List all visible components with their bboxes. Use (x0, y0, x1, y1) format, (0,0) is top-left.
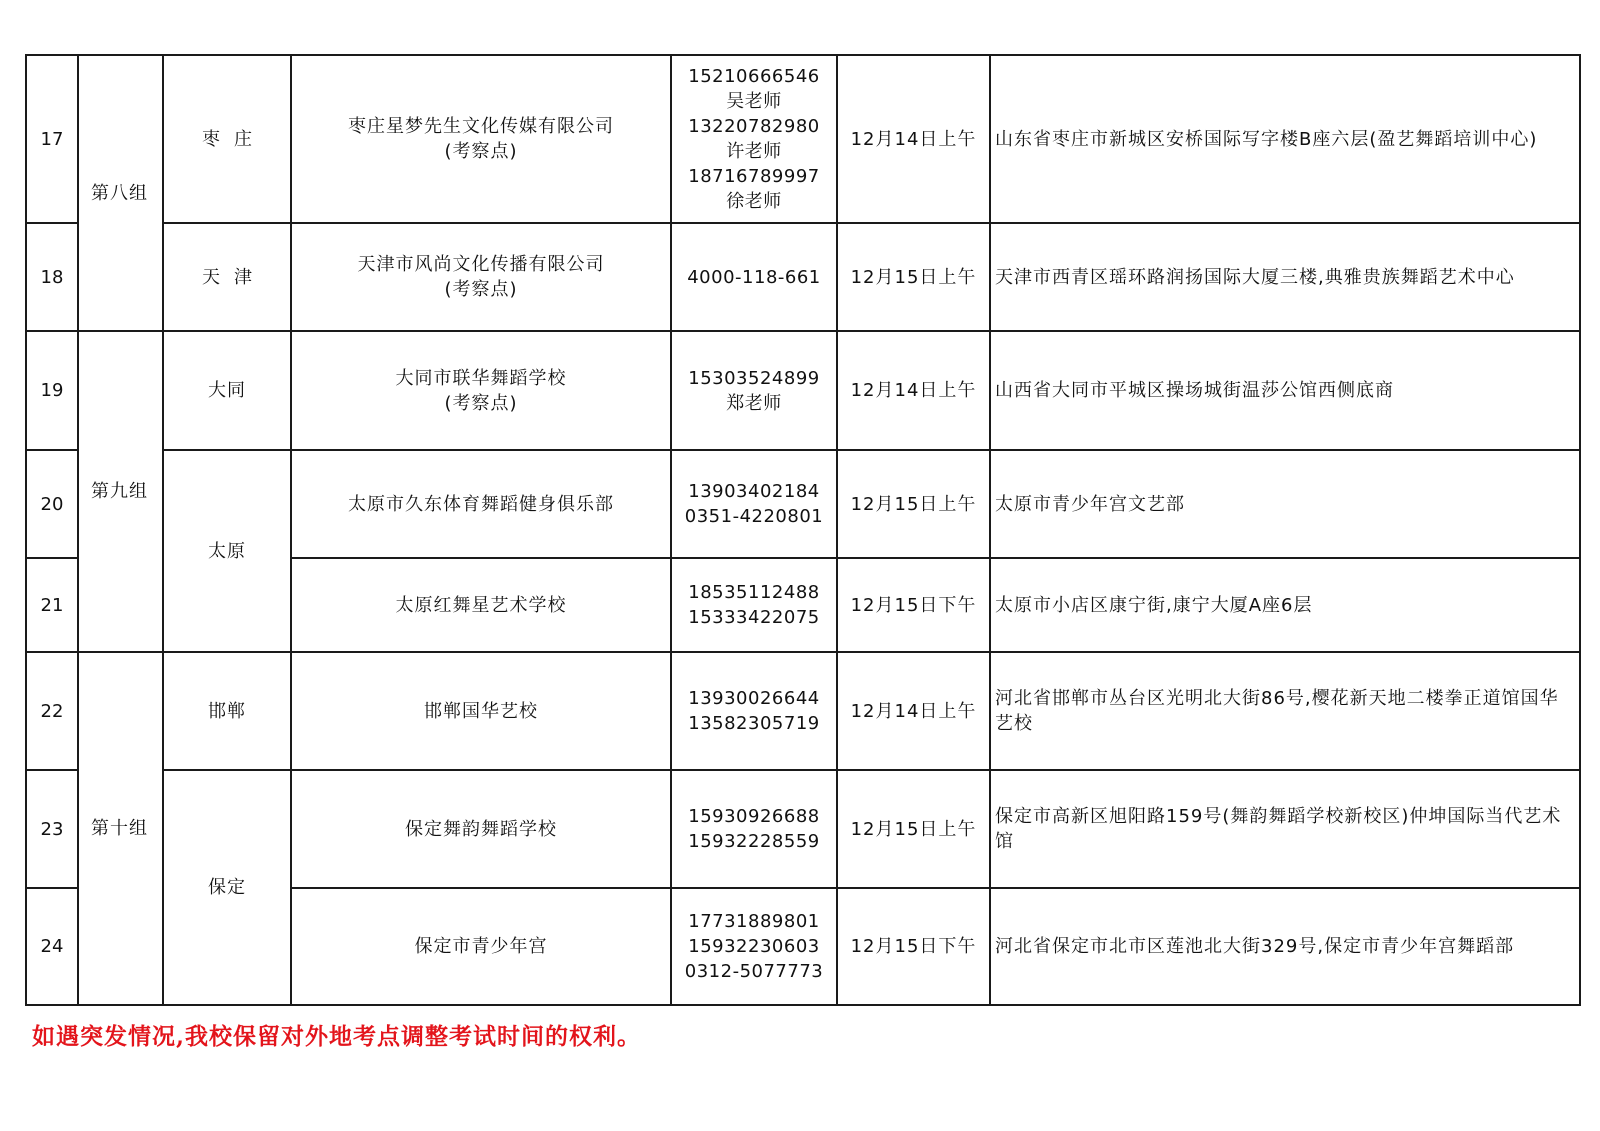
row-index: 23 (26, 770, 78, 888)
row-index: 19 (26, 331, 78, 450)
contact-line: 4000-118-661 (687, 266, 821, 288)
venue-note: (考察点) (444, 279, 518, 300)
contact-line: 0312-5077773 (684, 961, 824, 982)
city-label: 保定 (163, 770, 291, 1005)
venue-cell (291, 652, 671, 770)
address: 山西省大同市平城区操场城街温莎公馆西侧底商 (990, 331, 1580, 450)
exam-time: 12月14日上午 (837, 55, 990, 223)
address: 河北省邯郸市丛台区光明北大街86号,樱花新天地二楼拳正道馆国华艺校 (990, 652, 1580, 770)
contact-line: 18716789997 (688, 166, 820, 187)
venue-cell (291, 450, 671, 558)
group-label: 第九组 (78, 331, 163, 652)
table-row (26, 331, 1580, 450)
venue-name: 太原红舞星艺术学校 (395, 594, 567, 616)
exam-time: 12月15日上午 (837, 450, 990, 558)
venue-name: 太原市久东体育舞蹈健身俱乐部 (348, 493, 614, 515)
table-row (26, 770, 1580, 888)
venue-cell (291, 331, 671, 450)
venue-name: 保定市青少年宫 (414, 936, 548, 957)
table-row (26, 55, 1580, 223)
city-label: 枣庄 (163, 55, 291, 223)
venue-name: 邯郸国华艺校 (424, 700, 538, 722)
contact-line: 徐老师 (726, 191, 782, 212)
venue-name: 枣庄星梦先生文化传媒有限公司 (348, 116, 614, 137)
contact-cell (671, 223, 837, 331)
contact-line: 郑老师 (726, 392, 782, 414)
venue-name: 天津市风尚文化传播有限公司 (357, 254, 605, 275)
exam-schedule-table (25, 54, 1581, 1006)
exam-time: 12月14日上午 (837, 652, 990, 770)
exam-time: 12月15日下午 (837, 558, 990, 652)
venue-cell (291, 55, 671, 223)
row-index: 20 (26, 450, 78, 558)
exam-time: 12月15日下午 (837, 888, 990, 1005)
venue-cell (291, 558, 671, 652)
contact-cell (671, 652, 837, 770)
table-row (26, 450, 1580, 558)
contact-line: 吴老师 (726, 91, 782, 112)
contact-line: 15210666546 (688, 66, 820, 87)
group-label: 第八组 (78, 55, 163, 331)
contact-line: 15303524899 (688, 367, 820, 389)
address: 太原市小店区康宁街,康宁大厦A座6层 (990, 558, 1580, 652)
contact-line: 13582305719 (688, 713, 820, 734)
contact-line: 15930926688 (688, 806, 820, 827)
row-index: 22 (26, 652, 78, 770)
group-label: 第十组 (78, 652, 163, 1005)
contact-line: 15932228559 (688, 831, 820, 852)
contact-cell (671, 770, 837, 888)
contact-line: 许老师 (726, 141, 782, 162)
venue-note: (考察点) (444, 392, 518, 414)
exam-time: 12月14日上午 (837, 331, 990, 450)
exam-time: 12月15日上午 (837, 770, 990, 888)
contact-line: 13903402184 (688, 481, 820, 502)
venue-note: (考察点) (444, 141, 518, 162)
contact-cell (671, 888, 837, 1005)
row-index: 17 (26, 55, 78, 223)
address: 山东省枣庄市新城区安桥国际写字楼B座六层(盈艺舞蹈培训中心) (990, 55, 1580, 223)
venue-cell (291, 223, 671, 331)
contact-cell (671, 331, 837, 450)
contact-line: 0351-4220801 (684, 506, 824, 527)
row-index: 24 (26, 888, 78, 1005)
contact-cell (671, 450, 837, 558)
contact-line: 15932230603 (688, 936, 820, 957)
address: 保定市高新区旭阳路159号(舞韵舞蹈学校新校区)仲坤国际当代艺术馆 (990, 770, 1580, 888)
city-label: 太原 (163, 450, 291, 652)
row-index: 21 (26, 558, 78, 652)
venue-name: 保定舞韵舞蹈学校 (405, 818, 557, 840)
address: 河北省保定市北市区莲池北大街329号,保定市青少年宫舞蹈部 (990, 888, 1580, 1005)
city-label: 天津 (163, 223, 291, 331)
contact-line: 15333422075 (688, 607, 820, 628)
address: 太原市青少年宫文艺部 (990, 450, 1580, 558)
table-row (26, 652, 1580, 770)
contact-line: 13220782980 (688, 116, 820, 137)
exam-time: 12月15日上午 (837, 223, 990, 331)
contact-cell (671, 558, 837, 652)
contact-line: 13930026644 (688, 688, 820, 709)
table-row (26, 223, 1580, 331)
row-index: 18 (26, 223, 78, 331)
contact-cell (671, 55, 837, 223)
venue-cell (291, 770, 671, 888)
venue-name: 大同市联华舞蹈学校 (395, 367, 567, 389)
notice-text: 如遇突发情况,我校保留对外地考点调整考试时间的权利。 (32, 1023, 642, 1050)
address: 天津市西青区瑶环路润扬国际大厦三楼,典雅贵族舞蹈艺术中心 (990, 223, 1580, 331)
city-label: 邯郸 (163, 652, 291, 770)
contact-line: 17731889801 (688, 911, 820, 932)
city-label: 大同 (163, 331, 291, 450)
contact-line: 18535112488 (688, 582, 820, 603)
venue-cell (291, 888, 671, 1005)
